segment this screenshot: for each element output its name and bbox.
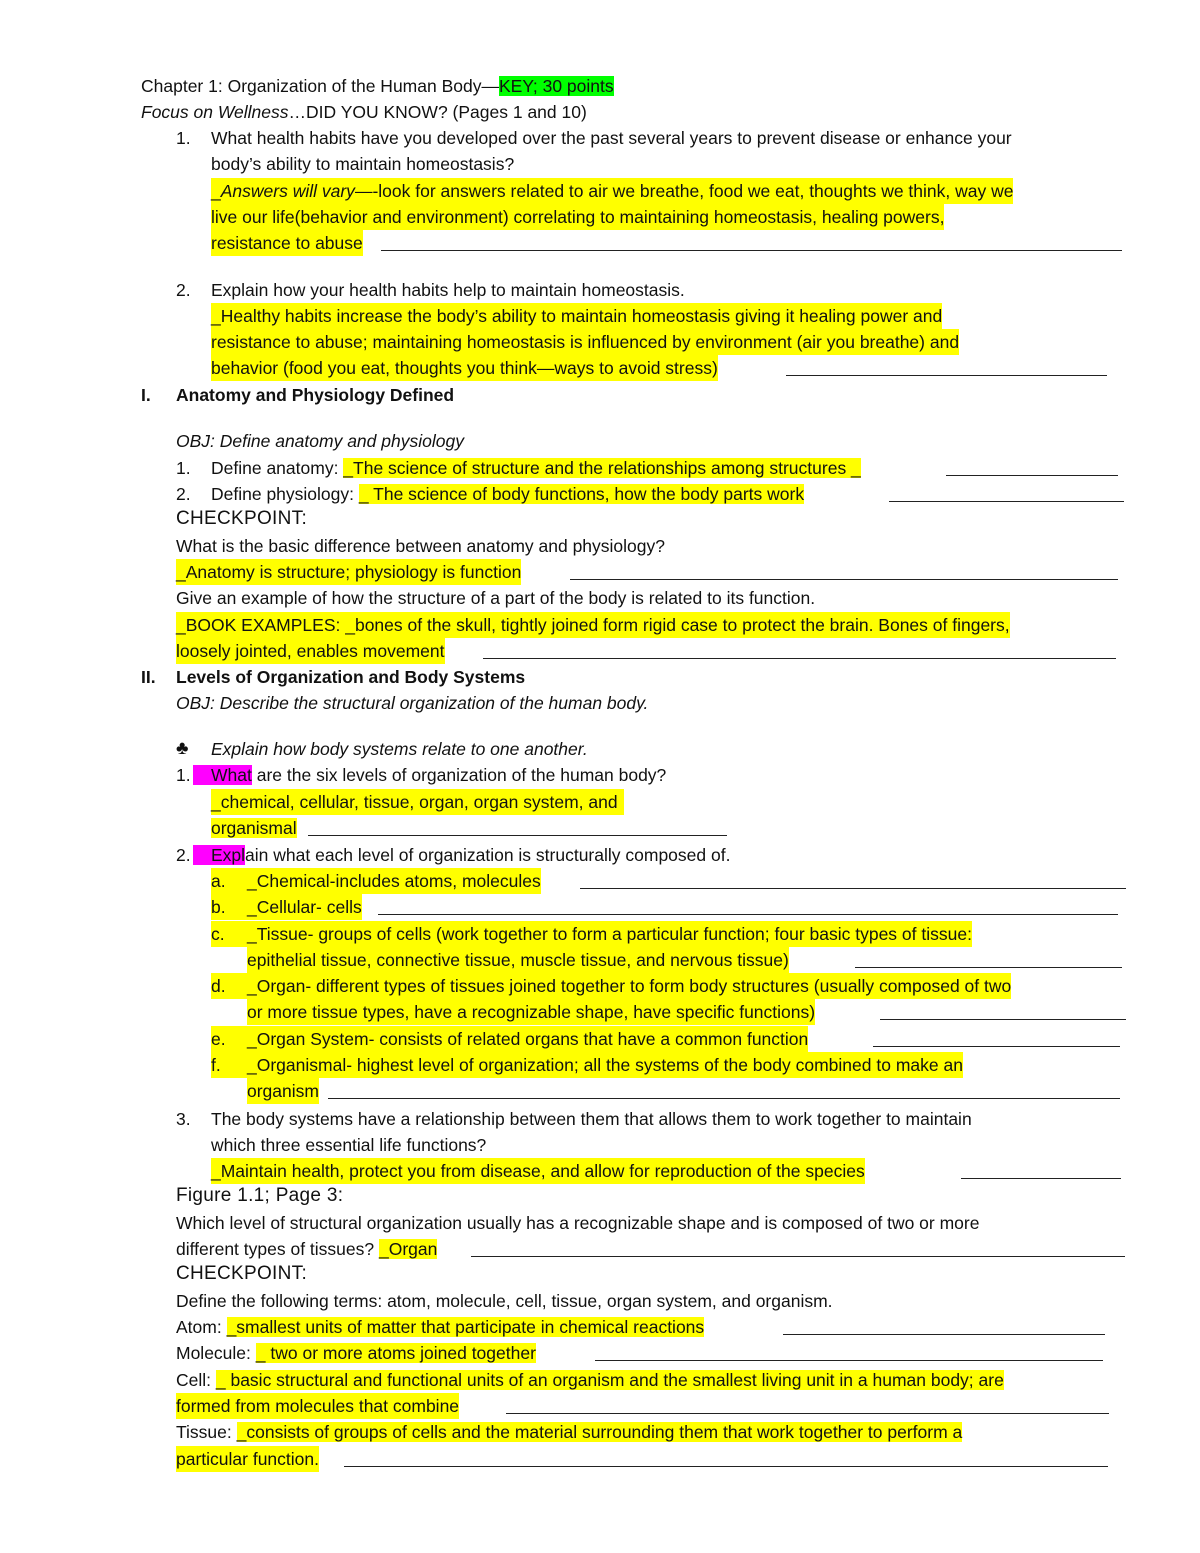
answer-blank-line (783, 1334, 1105, 1335)
q-text: Give an example of how the structure of a part of the body is related to its function. (176, 588, 816, 608)
q-label: Define physiology: (211, 484, 359, 504)
answer-rest: —-look for answers related to air we breathe, food we eat, thoughts we think, way we (354, 181, 1014, 201)
q-number: 1. (176, 458, 191, 478)
answer-italic: Answers will vary (220, 181, 355, 201)
answer-text: _ The science of body functions, how the body parts work (358, 484, 805, 504)
answer-text: _Cellular- cells (247, 894, 362, 920)
answer-blank-line (471, 1256, 1125, 1257)
objective-text: OBJ: Define anatomy and physiology (176, 431, 464, 451)
answer-text: resistance to abuse; maintaining homeostasis is influenced by environment (air you breathe) and (211, 329, 959, 355)
q-number: 2. (176, 484, 191, 504)
term-label: Atom: (176, 1317, 227, 1337)
q-number: 1. (176, 765, 191, 785)
objective-text: Explain how body systems relate to one another. (211, 739, 588, 759)
term-line (176, 1314, 704, 1340)
section-title: Levels of Organization and Body Systems (176, 667, 526, 687)
answer-blank-line (961, 1178, 1121, 1179)
answer-blank-line (580, 888, 1126, 889)
pink-highlight: Expl (193, 845, 245, 865)
focus-italic: Focus on Wellness (141, 102, 289, 122)
figure-label: Figure 1.1; Page 3: (176, 1185, 344, 1206)
answer-text: _Healthy habits increase the body’s ability to maintain homeostasis giving it healing power and (211, 303, 942, 329)
answer-blank-line (786, 375, 1107, 376)
item-letter: c. (211, 921, 247, 947)
term-label: Cell: (176, 1370, 216, 1390)
term-line (176, 1367, 1004, 1393)
answer-text: _consists of groups of cells and the material surrounding them that work together to perform a (236, 1422, 963, 1442)
q-number: 2. (176, 845, 191, 865)
q-rest: ain what each level of organization is structurally composed of. (245, 845, 731, 865)
term-label: Molecule: (176, 1343, 256, 1363)
answer-blank-line (880, 1019, 1126, 1020)
item-letter: e. (211, 1026, 247, 1052)
q-text: The body systems have a relationship between them that allows them to work together to maintain (211, 1109, 972, 1129)
answer-text: _Maintain health, protect you from disease, and allow for reproduction of the species (211, 1158, 865, 1184)
item-letter: a. (211, 868, 247, 894)
answer-blank-line (328, 1098, 1120, 1099)
answer-blank-line (855, 967, 1122, 968)
answer-text: organismal (211, 818, 297, 838)
section-title: Anatomy and Physiology Defined (176, 385, 455, 405)
q-text: What health habits have you developed over the past several years to prevent disease or enhance your (211, 128, 1012, 148)
answer-text: _The science of structure and the relationships among structures _ (343, 458, 861, 478)
answer-text: _Tissue- groups of cells (work together to form a particular function; four basic types of tissue: (247, 921, 972, 947)
answer-text: formed from molecules that combine (176, 1393, 459, 1419)
answer-blank-line (308, 835, 727, 836)
answer-text: _Anatomy is structure; physiology is function (176, 559, 521, 585)
objective-text: OBJ: Describe the structural organization of the human body. (176, 693, 649, 713)
item-letter: b. (211, 894, 247, 920)
q-rest: are the six levels of organization of the human body? (251, 765, 667, 785)
answer-text: resistance to abuse (211, 230, 363, 256)
answer-text: epithelial tissue, connective tissue, muscle tissue, and nervous tissue) (247, 947, 789, 973)
q-text: Define the following terms: atom, molecule, cell, tissue, organ system, and organism. (176, 1291, 833, 1311)
q-number: 2. (176, 280, 191, 300)
q-rest: different types of tissues? (176, 1239, 379, 1259)
answer-text: _Chemical-includes atoms, molecules (247, 868, 541, 894)
focus-heading (141, 99, 587, 125)
answer-text: _BOOK EXAMPLES: _bones of the skull, tightly joined form rigid case to protect the brain. Bones of fingers, (176, 612, 1010, 638)
answer-prefix: _ (211, 181, 221, 201)
q-number: 1. (176, 128, 191, 148)
answer-text: or more tissue types, have a recognizable shape, have specific functions) (247, 999, 815, 1025)
checkpoint-label: CHECKPOINT: (176, 1263, 308, 1284)
q-text: body’s ability to maintain homeostasis? (211, 154, 515, 174)
focus-rest: …DID YOU KNOW? (Pages 1 and 10) (288, 102, 587, 122)
key-badge: KEY; 30 points (498, 76, 614, 96)
term-line (176, 1419, 962, 1445)
answer-text: live our life(behavior and environment) correlating to maintaining homeostasis, healing powers, (211, 204, 944, 230)
answer-wrap (211, 815, 297, 841)
answer-blank-line (344, 1466, 1108, 1467)
term-line (176, 1340, 536, 1366)
q-text: which three essential life functions? (211, 1135, 487, 1155)
q-label: Define anatomy: (211, 458, 344, 478)
answer-text: _Organ- different types of tissues joined together to form body structures (usually composed of two (247, 973, 1011, 999)
answer-text: _chemical, cellular, tissue, organ, organ system, and (211, 789, 624, 815)
item-letter: d. (211, 973, 247, 999)
answer-blank-line (570, 579, 1118, 580)
checkpoint-label: CHECKPOINT: (176, 508, 308, 529)
q-text (211, 455, 861, 481)
answer-blank-line (873, 1046, 1120, 1047)
answer-blank-line (378, 914, 1118, 915)
answer-blank-line (889, 501, 1124, 502)
section-numeral: I. (141, 385, 151, 405)
q-text: Which level of structural organization usually has a recognizable shape and is composed of two or more (176, 1213, 980, 1233)
q-text (193, 842, 730, 868)
pink-highlight: What (193, 765, 252, 785)
answer-text: _smallest units of matter that participate in chemical reactions (226, 1317, 705, 1337)
answer-text: particular function. (176, 1446, 319, 1472)
answer-blank-line (483, 658, 1116, 659)
term-label: Tissue: (176, 1422, 237, 1442)
chapter-title-text: Chapter 1: Organization of the Human Body— (141, 76, 499, 96)
q-text: What is the basic difference between anatomy and physiology? (176, 536, 666, 556)
answer-blank-line (595, 1360, 1103, 1361)
q-number: 3. (176, 1109, 191, 1129)
answer-text: organism (247, 1078, 319, 1104)
answer-text: behavior (food you eat, thoughts you think—ways to avoid stress) (211, 355, 718, 381)
q-text: Explain how your health habits help to maintain homeostasis. (211, 280, 685, 300)
answer-text: _Organ System- consists of related organs that have a common function (247, 1026, 808, 1052)
answer-blank-line (381, 250, 1122, 251)
answer-text: loosely jointed, enables movement (176, 638, 445, 664)
chapter-title (141, 73, 614, 99)
answer-text: _Organismal- highest level of organization; all the systems of the body combined to make an (247, 1052, 963, 1078)
answer-blank-line (946, 475, 1118, 476)
club-bullet-icon: ♣ (176, 738, 189, 759)
q-text (176, 1236, 437, 1262)
section-numeral: II. (141, 667, 156, 687)
answer-blank-line (506, 1413, 1109, 1414)
answer-text: _ two or more atoms joined together (255, 1343, 536, 1363)
answer-text: _Organ (379, 1239, 438, 1259)
q-text (193, 762, 666, 788)
answer-text (211, 178, 1013, 204)
q-text (211, 481, 804, 507)
answer-text: _ basic structural and functional units of an organism and the smallest living unit in a human body; are (215, 1370, 1004, 1390)
item-letter: f. (211, 1052, 247, 1078)
